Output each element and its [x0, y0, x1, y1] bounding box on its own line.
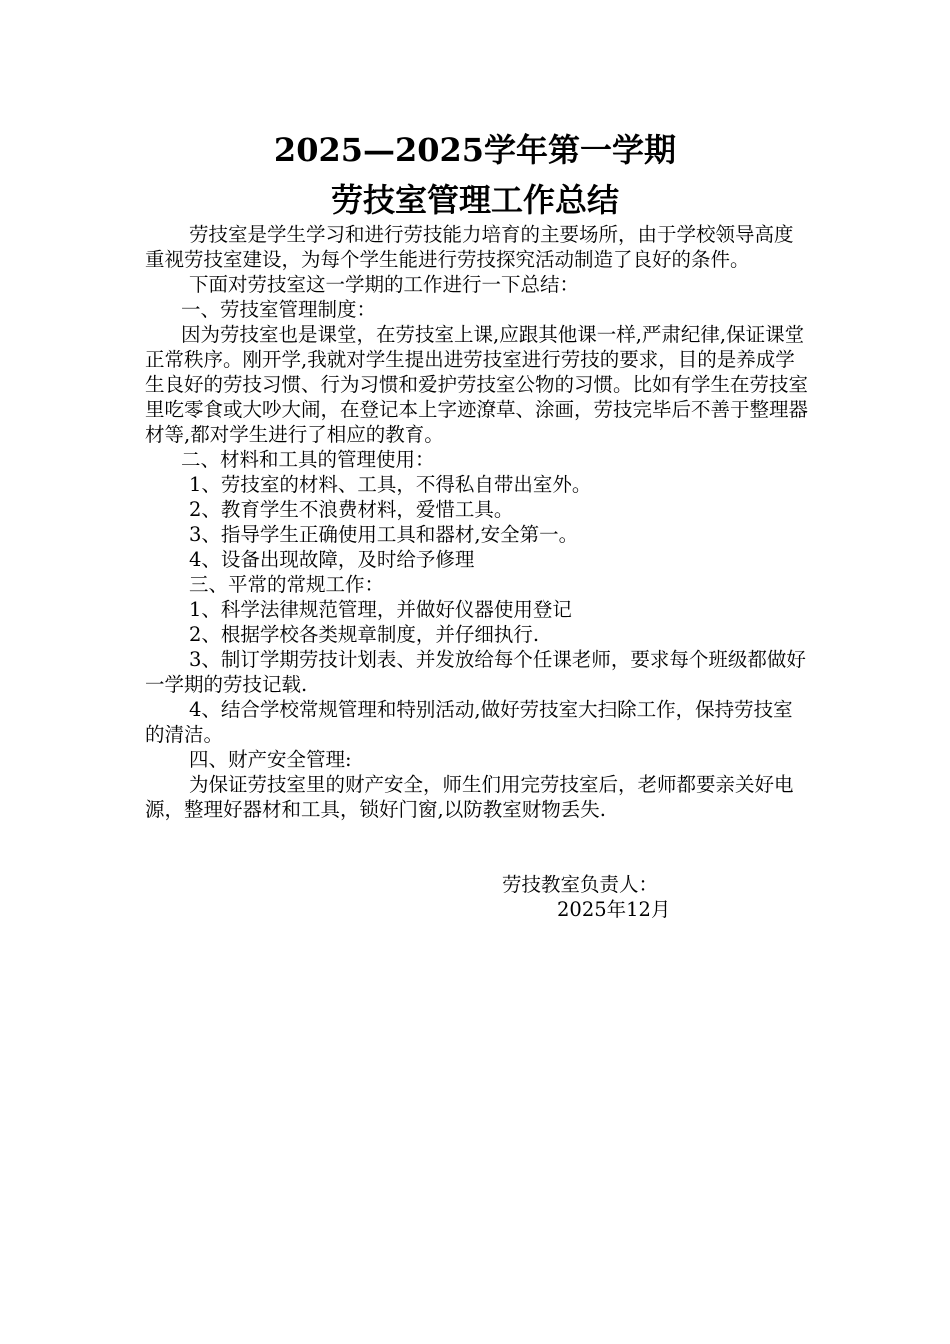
section-heading-1: 一、劳技室管理制度： — [181, 298, 377, 321]
section-heading-4: 四、财产安全管理: — [189, 748, 352, 771]
list-item: 2、根据学校各类规章制度，并仔细执行. — [189, 623, 540, 646]
paragraph-intro: 劳技室是学生学习和进行劳技能力培育的主要场所，由于学校领导高度重视劳技室建设，为每个学生能进行劳技探究活动制造了良好的条件。 — [145, 223, 794, 271]
paragraph-summary-lead: 下面对劳技室这一学期的工作进行一下总结： — [189, 273, 580, 296]
signature-block — [145, 872, 810, 922]
list-item: 4、结合学校常规管理和特别活动,做好劳技室大扫除工作，保持劳技室的清洁。 — [145, 698, 793, 746]
list-item: 1、劳技室的材料、工具，不得私自带出室外。 — [189, 473, 592, 496]
document-title-main: 劳技室管理工作总结 — [330, 181, 619, 219]
paragraph-section-4: 为保证劳技室里的财产安全，师生们用完劳技室后，老师都要亲关好电源，整理好器材和工具，锁好门窗,以防教室财物丢失. — [145, 773, 794, 821]
section-heading-3: 三、平常的常规工作： — [189, 573, 385, 596]
signature-line: 劳技教室负责人： — [502, 873, 659, 896]
document-body — [145, 222, 810, 822]
section-heading-2: 二、材料和工具的管理使用： — [181, 448, 435, 471]
list-item: 4、设备出现故障，及时给予修理 — [189, 548, 475, 571]
list-item: 1、科学法律规范管理，并做好仪器使用登记 — [189, 598, 572, 621]
paragraph-section-1: 因为劳技室也是课堂，在劳技室上课,应跟其他课一样,严肃纪律,保证课堂正常秩序。刚开学,我就对学生提出进劳技室进行劳技的要求，目的是养成学生良好的劳技习惯、行为习惯和爱护劳技室公物的习惯。比如有学生在劳技室里吃零食或大吵大闹，在登记本上字迹潦草、涂画，劳技完毕后不善于整理器材等,都对学生进行了相应的教育。 — [145, 323, 809, 446]
list-item: 3、指导学生正确使用工具和器材,安全第一。 — [189, 523, 579, 546]
list-item: 2、教育学生不浪费材料，爱惜工具。 — [189, 498, 514, 521]
list-item: 3、制订学期劳技计划表、并发放给每个任课老师，要求每个班级都做好一学期的劳技记载. — [145, 648, 806, 696]
signature-date: 2025年12月 — [557, 898, 671, 921]
document-title-year: 2025—2025学年第一学期 — [273, 131, 677, 169]
